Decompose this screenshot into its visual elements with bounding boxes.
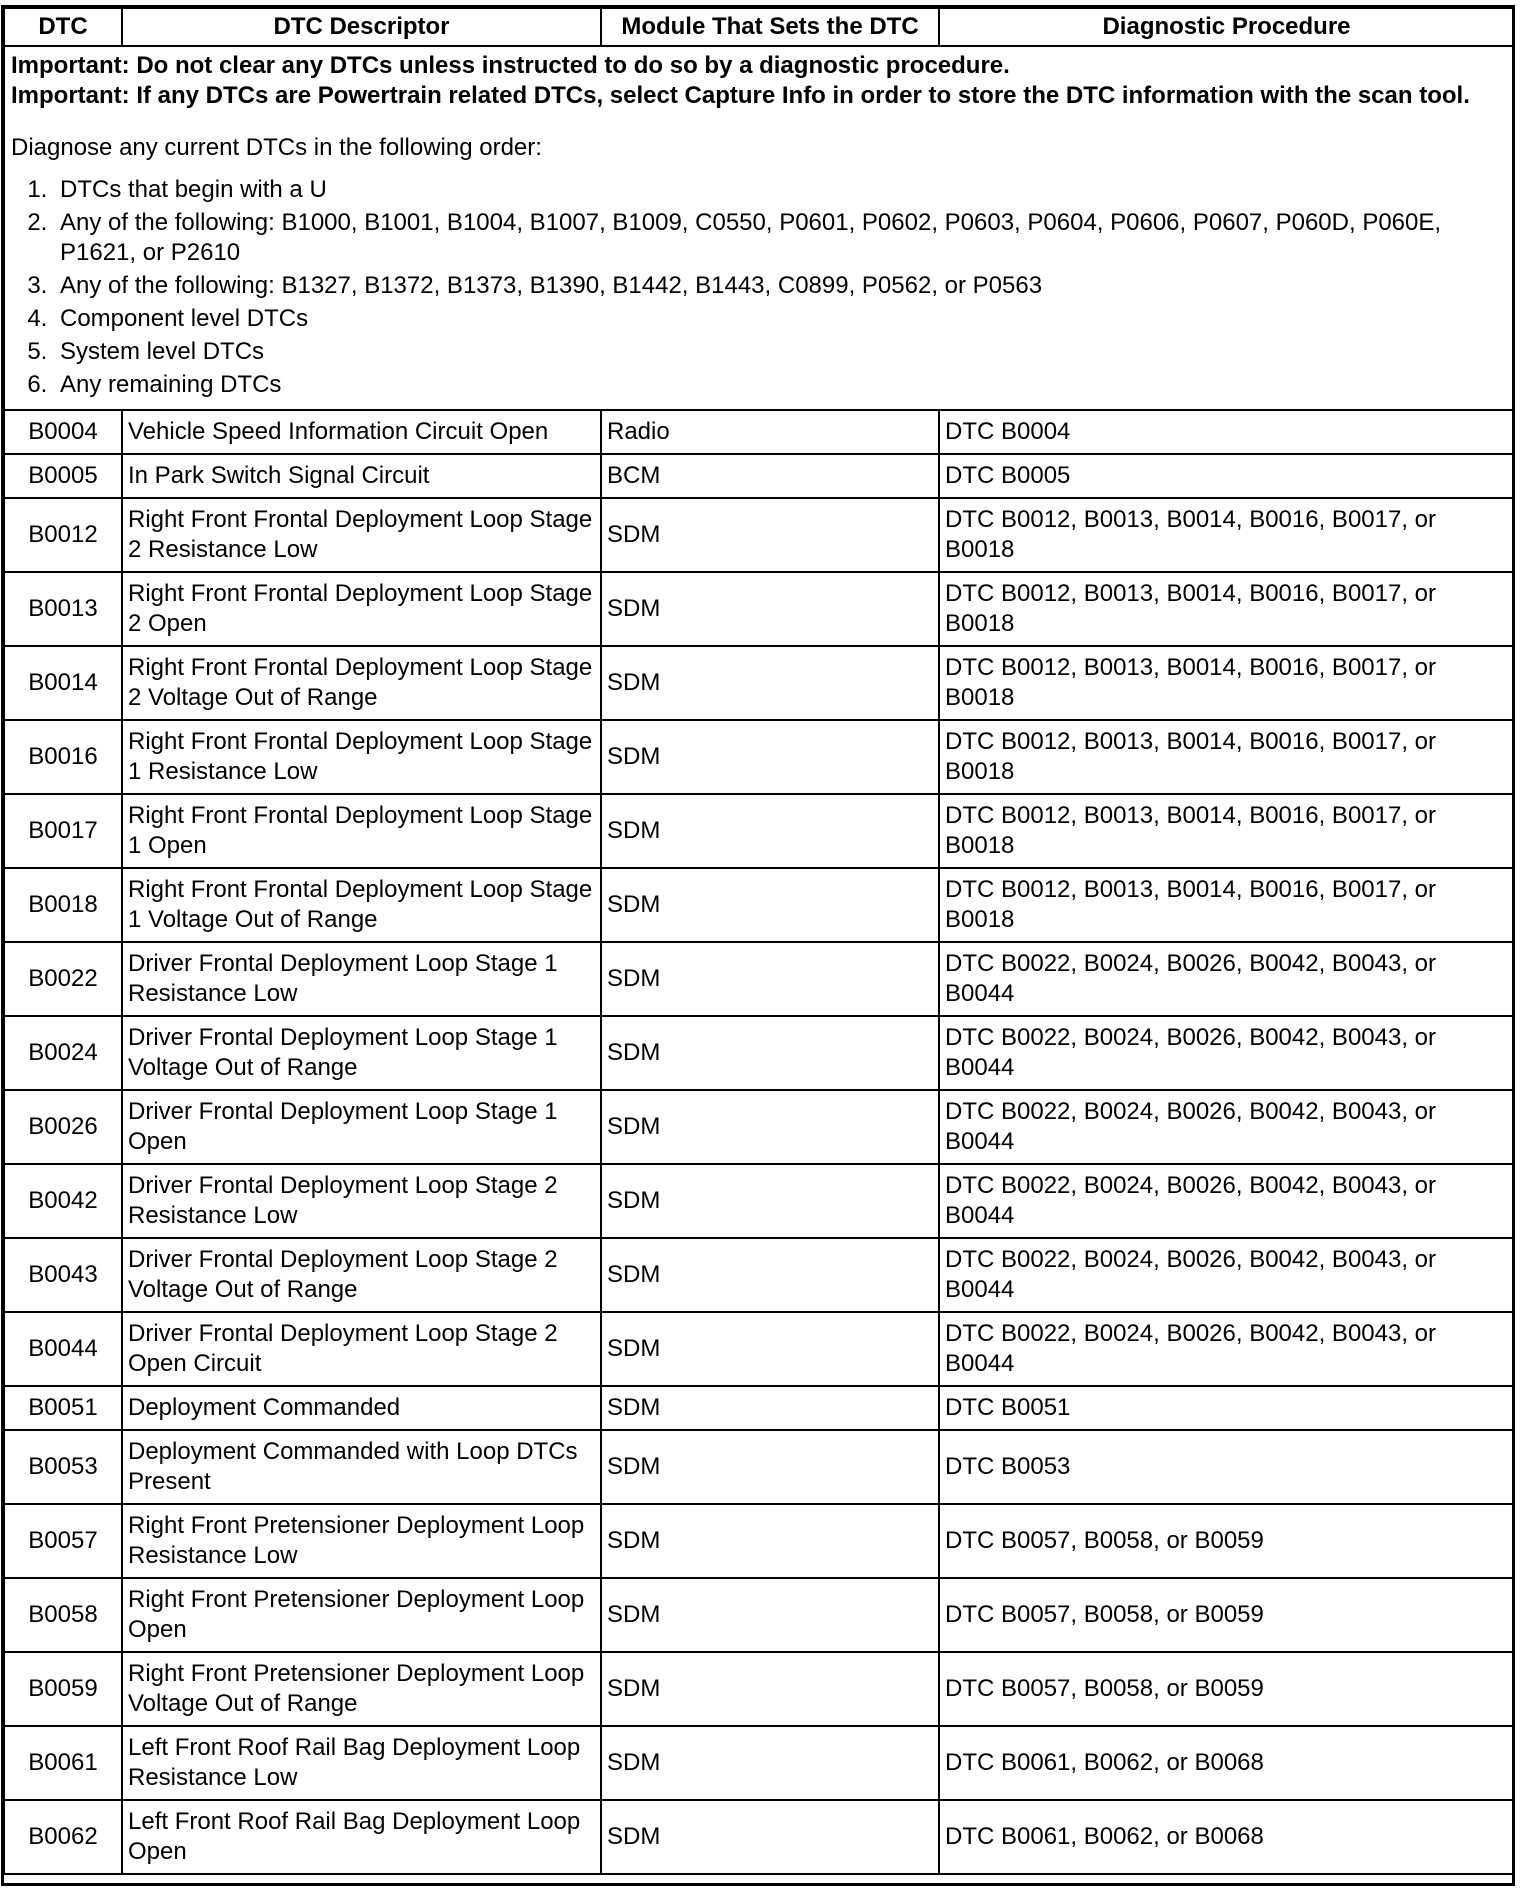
table-row — [4, 1238, 1514, 1312]
order-item: 1. DTCs that begin with a U — [54, 175, 1507, 205]
dtc-descriptor-cell: Driver Frontal Deployment Loop Stage 1 Voltage Out of Range — [122, 1016, 601, 1090]
table-row — [4, 1164, 1514, 1238]
dtc-code-cell: B0042 — [4, 1164, 122, 1238]
diagnostic-procedure-cell: DTC B0057, B0058, or B0059 — [939, 1578, 1514, 1652]
table-row — [4, 646, 1514, 720]
table-row — [4, 1652, 1514, 1726]
dtc-code-cell: B0053 — [4, 1430, 122, 1504]
module-cell: SDM — [601, 646, 939, 720]
table-row — [4, 1430, 1514, 1504]
module-cell: SDM — [601, 1504, 939, 1578]
dtc-table — [3, 7, 1515, 1875]
dtc-descriptor-cell: Driver Frontal Deployment Loop Stage 2 Open Circuit — [122, 1312, 601, 1386]
table-row — [4, 1312, 1514, 1386]
module-cell: SDM — [601, 1430, 939, 1504]
dtc-code-cell: B0043 — [4, 1238, 122, 1312]
dtc-descriptor-cell: Right Front Frontal Deployment Loop Stage 2 Open — [122, 572, 601, 646]
diagnostic-procedure-cell: DTC B0022, B0024, B0026, B0042, B0043, or B0044 — [939, 1164, 1514, 1238]
dtc-code-cell: B0018 — [4, 868, 122, 942]
dtc-code-cell: B0017 — [4, 794, 122, 868]
diagnose-order-intro: Diagnose any current DTCs in the following order: — [11, 134, 542, 161]
dtc-code-cell: B0044 — [4, 1312, 122, 1386]
diagnostic-procedure-cell: DTC B0012, B0013, B0014, B0016, B0017, or B0018 — [939, 646, 1514, 720]
table-row — [4, 720, 1514, 794]
module-cell: SDM — [601, 1312, 939, 1386]
dtc-descriptor-cell: Right Front Pretensioner Deployment Loop Voltage Out of Range — [122, 1652, 601, 1726]
table-row — [4, 1386, 1514, 1430]
dtc-descriptor-cell: Right Front Pretensioner Deployment Loop Open — [122, 1578, 601, 1652]
module-cell: SDM — [601, 498, 939, 572]
module-cell: SDM — [601, 572, 939, 646]
dtc-code-cell: B0016 — [4, 720, 122, 794]
dtc-code-cell: B0059 — [4, 1652, 122, 1726]
table-row — [4, 454, 1514, 498]
module-cell: BCM — [601, 454, 939, 498]
dtc-descriptor-cell: Right Front Frontal Deployment Loop Stage 2 Voltage Out of Range — [122, 646, 601, 720]
diagnostic-procedure-cell: DTC B0061, B0062, or B0068 — [939, 1726, 1514, 1800]
diagnostic-procedure-cell: DTC B0053 — [939, 1430, 1514, 1504]
dtc-code-cell: B0024 — [4, 1016, 122, 1090]
important-note-1: Important: Do not clear any DTCs unless instructed to do so by a diagnostic procedure. — [11, 52, 1010, 79]
diagnostic-procedure-cell: DTC B0022, B0024, B0026, B0042, B0043, or B0044 — [939, 942, 1514, 1016]
module-cell: SDM — [601, 1726, 939, 1800]
diagnostic-procedure-cell: DTC B0022, B0024, B0026, B0042, B0043, or B0044 — [939, 1238, 1514, 1312]
module-cell: SDM — [601, 794, 939, 868]
table-row — [4, 1016, 1514, 1090]
diagnostic-procedure-cell: DTC B0057, B0058, or B0059 — [939, 1504, 1514, 1578]
important-note-2: Important: If any DTCs are Powertrain related DTCs, select Capture Info in order to store the DTC information with the scan tool. — [11, 82, 1470, 109]
dtc-descriptor-cell: Deployment Commanded — [122, 1386, 601, 1430]
module-cell: SDM — [601, 1016, 939, 1090]
dtc-code-cell: B0051 — [4, 1386, 122, 1430]
dtc-descriptor-cell: Driver Frontal Deployment Loop Stage 1 Resistance Low — [122, 942, 601, 1016]
table-row — [4, 572, 1514, 646]
dtc-descriptor-cell: Right Front Frontal Deployment Loop Stage 1 Open — [122, 794, 601, 868]
dtc-descriptor-cell: Right Front Frontal Deployment Loop Stage 2 Resistance Low — [122, 498, 601, 572]
table-header-row — [4, 8, 1514, 46]
module-cell: SDM — [601, 868, 939, 942]
diagnostic-procedure-cell: DTC B0022, B0024, B0026, B0042, B0043, or B0044 — [939, 1312, 1514, 1386]
dtc-code-cell: B0058 — [4, 1578, 122, 1652]
dtc-code-cell: B0012 — [4, 498, 122, 572]
diagnostic-procedure-cell: DTC B0012, B0013, B0014, B0016, B0017, or B0018 — [939, 720, 1514, 794]
order-item: 4. Component level DTCs — [54, 304, 1507, 334]
dtc-code-cell: B0005 — [4, 454, 122, 498]
order-item: 3. Any of the following: B1327, B1372, B1373, B1390, B1442, B1443, C0899, P0562, or P0563 — [54, 271, 1507, 301]
table-row — [4, 794, 1514, 868]
diagnostic-procedure-cell: DTC B0022, B0024, B0026, B0042, B0043, or B0044 — [939, 1016, 1514, 1090]
module-cell: SDM — [601, 1238, 939, 1312]
diagnostic-procedure-cell: DTC B0012, B0013, B0014, B0016, B0017, or B0018 — [939, 868, 1514, 942]
dtc-descriptor-cell: Vehicle Speed Information Circuit Open — [122, 410, 601, 454]
dtc-descriptor-cell: Driver Frontal Deployment Loop Stage 2 Resistance Low — [122, 1164, 601, 1238]
order-item: 6. Any remaining DTCs — [54, 370, 1507, 400]
table-row — [4, 868, 1514, 942]
module-cell: SDM — [601, 1800, 939, 1874]
module-cell: SDM — [601, 942, 939, 1016]
header-dtc-descriptor: DTC Descriptor — [122, 8, 601, 46]
notes-row — [4, 46, 1514, 410]
dtc-descriptor-cell: Deployment Commanded with Loop DTCs Present — [122, 1430, 601, 1504]
dtc-descriptor-cell: Right Front Frontal Deployment Loop Stage 1 Voltage Out of Range — [122, 868, 601, 942]
diagnostic-procedure-cell: DTC B0012, B0013, B0014, B0016, B0017, or B0018 — [939, 794, 1514, 868]
dtc-descriptor-cell: Driver Frontal Deployment Loop Stage 2 Voltage Out of Range — [122, 1238, 601, 1312]
header-diagnostic-procedure: Diagnostic Procedure — [939, 8, 1514, 46]
dtc-descriptor-cell: Right Front Frontal Deployment Loop Stage 1 Resistance Low — [122, 720, 601, 794]
table-row — [4, 1578, 1514, 1652]
dtc-descriptor-cell: Right Front Pretensioner Deployment Loop Resistance Low — [122, 1504, 601, 1578]
order-item: 2. Any of the following: B1000, B1001, B1004, B1007, B1009, C0550, P0601, P0602, P0603, P0604, P0606, P0607, P060D, P060E, P1621, or P2610 — [54, 208, 1507, 268]
dtc-code-cell: B0022 — [4, 942, 122, 1016]
dtc-descriptor-cell: Driver Frontal Deployment Loop Stage 1 Open — [122, 1090, 601, 1164]
dtc-code-cell: B0004 — [4, 410, 122, 454]
table-row — [4, 498, 1514, 572]
dtc-code-cell: B0062 — [4, 1800, 122, 1874]
table-row — [4, 410, 1514, 454]
header-dtc: DTC — [4, 8, 122, 46]
table-row — [4, 1800, 1514, 1874]
dtc-descriptor-cell: Left Front Roof Rail Bag Deployment Loop Open — [122, 1800, 601, 1874]
module-cell: SDM — [601, 1652, 939, 1726]
module-cell: SDM — [601, 1090, 939, 1164]
module-cell: Radio — [601, 410, 939, 454]
table-row — [4, 1726, 1514, 1800]
order-item: 5. System level DTCs — [54, 337, 1507, 367]
dtc-code-cell: B0026 — [4, 1090, 122, 1164]
dtc-code-cell: B0013 — [4, 572, 122, 646]
dtc-descriptor-cell: Left Front Roof Rail Bag Deployment Loop Resistance Low — [122, 1726, 601, 1800]
diagnostic-procedure-cell: DTC B0004 — [939, 410, 1514, 454]
module-cell: SDM — [601, 1386, 939, 1430]
header-module: Module That Sets the DTC — [601, 8, 939, 46]
diagnostic-procedure-cell: DTC B0057, B0058, or B0059 — [939, 1652, 1514, 1726]
table-row — [4, 1504, 1514, 1578]
diagnostic-procedure-cell: DTC B0061, B0062, or B0068 — [939, 1800, 1514, 1874]
diagnostic-procedure-cell: DTC B0005 — [939, 454, 1514, 498]
diagnose-order-list — [11, 175, 1507, 400]
dtc-code-cell: B0057 — [4, 1504, 122, 1578]
diagnostic-procedure-cell: DTC B0012, B0013, B0014, B0016, B0017, or B0018 — [939, 498, 1514, 572]
module-cell: SDM — [601, 1578, 939, 1652]
diagnostic-procedure-cell: DTC B0012, B0013, B0014, B0016, B0017, or B0018 — [939, 572, 1514, 646]
module-cell: SDM — [601, 720, 939, 794]
dtc-descriptor-cell: In Park Switch Signal Circuit — [122, 454, 601, 498]
module-cell: SDM — [601, 1164, 939, 1238]
diagnostic-procedure-cell: DTC B0051 — [939, 1386, 1514, 1430]
dtc-code-cell: B0061 — [4, 1726, 122, 1800]
diagnostic-procedure-cell: DTC B0022, B0024, B0026, B0042, B0043, or B0044 — [939, 1090, 1514, 1164]
notes-cell — [4, 46, 1514, 410]
table-row — [4, 942, 1514, 1016]
dtc-code-cell: B0014 — [4, 646, 122, 720]
table-row — [4, 1090, 1514, 1164]
